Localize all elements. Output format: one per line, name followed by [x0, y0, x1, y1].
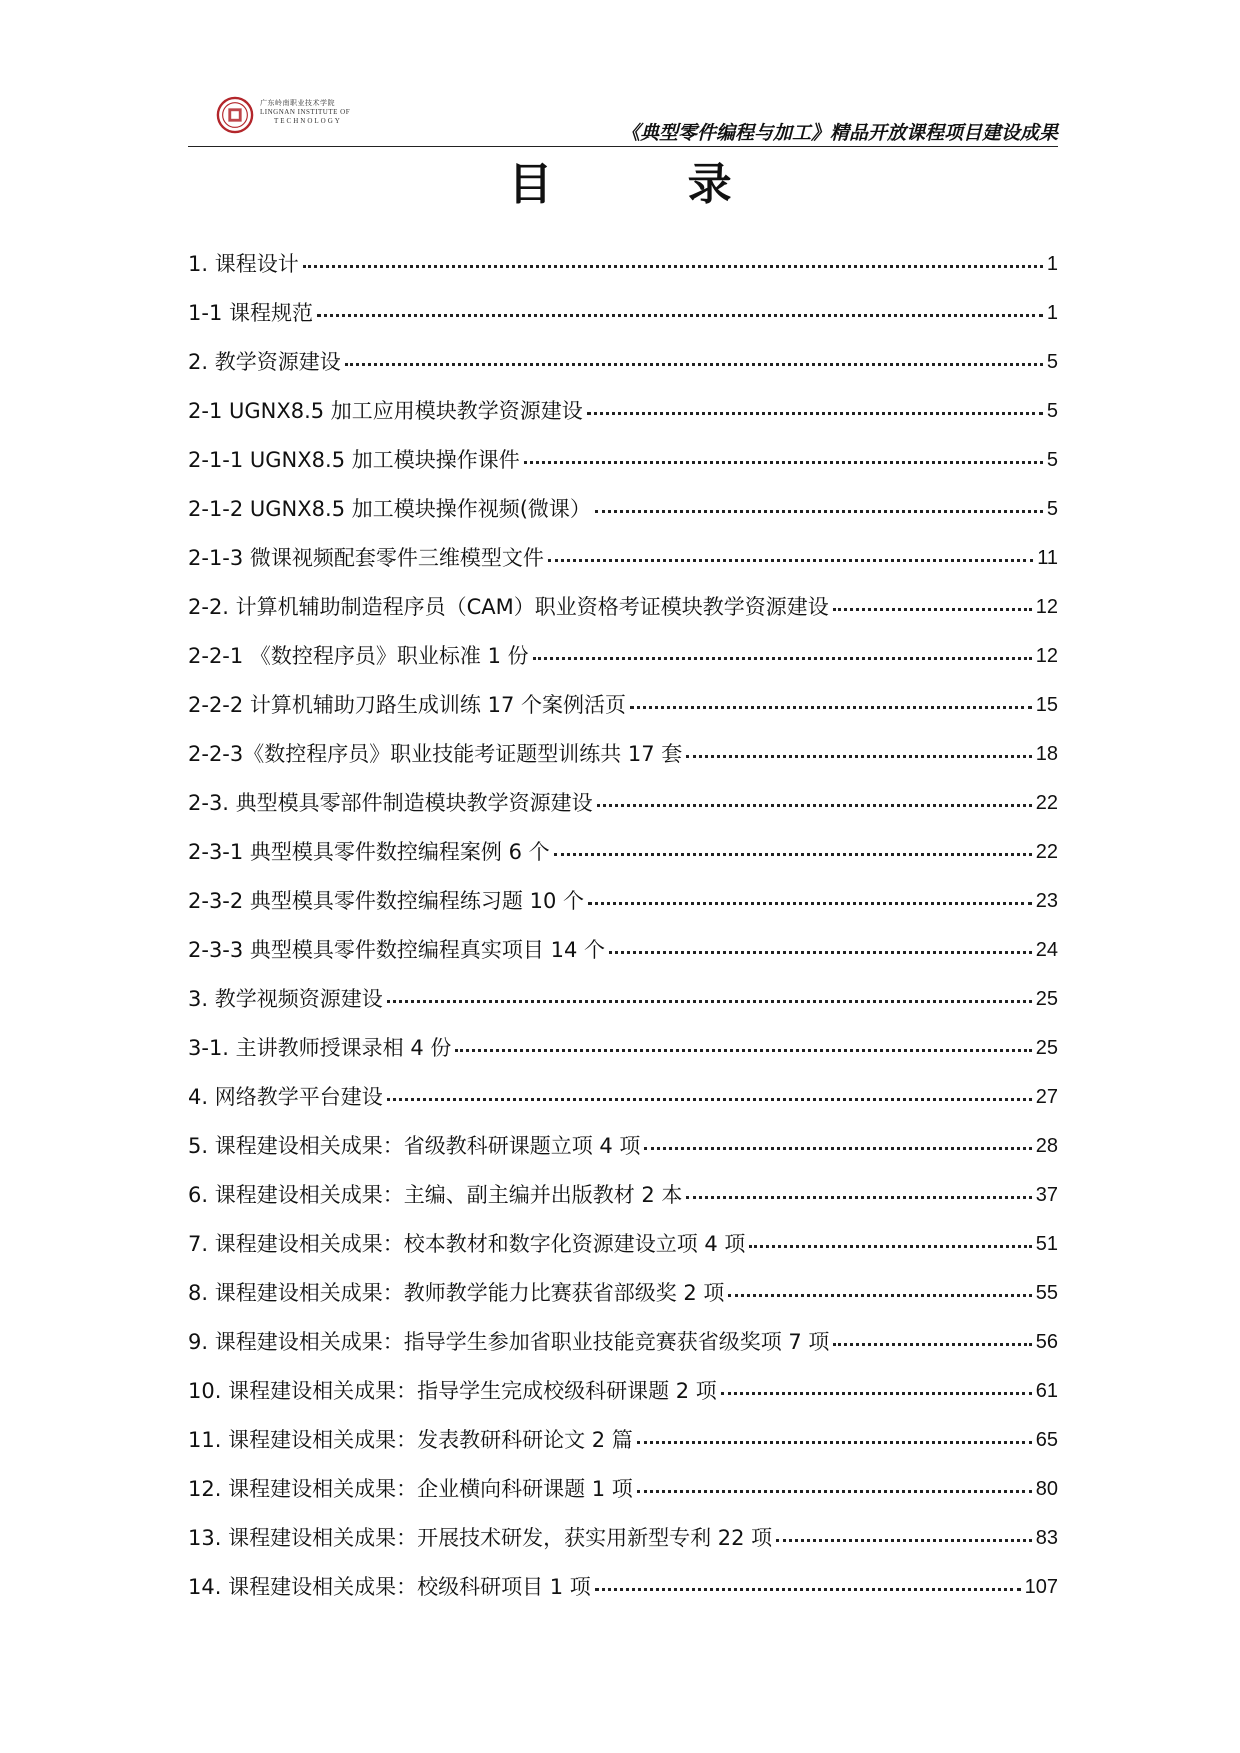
- toc-entry-title: 10. 课程建设相关成果：指导学生完成校级科研课题 2 项: [188, 1379, 717, 1403]
- toc-leader-dots: [524, 447, 1043, 464]
- toc-leader-dots: [387, 1084, 1032, 1101]
- toc-entry[interactable]: [188, 594, 1058, 643]
- toc-entry-page-number: 18: [1035, 743, 1058, 765]
- toc-entry-title: 2-3. 典型模具零部件制造模块教学资源建设: [188, 791, 593, 815]
- toc-leader-dots: [595, 496, 1043, 513]
- toc-leader-dots: [587, 398, 1043, 415]
- toc-entry-page-number: 107: [1024, 1576, 1058, 1598]
- toc-leader-dots: [721, 1378, 1032, 1395]
- toc-entry[interactable]: [188, 643, 1058, 692]
- toc-leader-dots: [833, 594, 1032, 611]
- toc-entry[interactable]: [188, 1133, 1058, 1182]
- toc-entry-page-number: 22: [1035, 841, 1058, 863]
- toc-leader-dots: [609, 937, 1032, 954]
- toc-leader-dots: [533, 643, 1032, 660]
- toc-entry-page-number: 5: [1046, 498, 1058, 520]
- toc-leader-dots: [303, 251, 1043, 268]
- toc-entry-page-number: 15: [1035, 694, 1058, 716]
- toc-entry-page-number: 37: [1035, 1184, 1058, 1206]
- toc-entry-title: 2-1-3 微课视频配套零件三维模型文件: [188, 546, 544, 570]
- toc-leader-dots: [317, 300, 1043, 317]
- toc-entry-title: 2-1-1 UGNX8.5 加工模块操作课件: [188, 448, 520, 472]
- toc-leader-dots: [554, 839, 1032, 856]
- toc-leader-dots: [728, 1280, 1031, 1297]
- toc-entry-title: 2. 教学资源建设: [188, 350, 341, 374]
- toc-entry-page-number: 12: [1035, 645, 1058, 667]
- toc-leader-dots: [455, 1035, 1031, 1052]
- toc-entry[interactable]: [188, 1182, 1058, 1231]
- toc-entry-title: 2-3-1 典型模具零件数控编程案例 6 个: [188, 840, 550, 864]
- toc-entry[interactable]: [188, 937, 1058, 986]
- toc-leader-dots: [597, 790, 1032, 807]
- logo-name-en-1: LINGNAN INSTITUTE OF: [260, 108, 351, 116]
- toc-entry[interactable]: [188, 349, 1058, 398]
- toc-leader-dots: [345, 349, 1043, 366]
- toc-entry-page-number: 5: [1046, 449, 1058, 471]
- logo-text: [260, 99, 350, 126]
- toc-entry[interactable]: [188, 790, 1058, 839]
- toc-entry-page-number: 1: [1046, 253, 1058, 275]
- toc-entry[interactable]: [188, 986, 1058, 1035]
- toc-entry-page-number: 11: [1037, 547, 1058, 569]
- toc-entry[interactable]: [188, 1427, 1058, 1476]
- toc-entry[interactable]: [188, 447, 1058, 496]
- toc-entry-title: 12. 课程建设相关成果：企业横向科研课题 1 项: [188, 1477, 633, 1501]
- toc-leader-dots: [637, 1476, 1032, 1493]
- toc-leader-dots: [595, 1574, 1021, 1591]
- toc-entry-page-number: 5: [1046, 400, 1058, 422]
- toc-entry-title: 9. 课程建设相关成果：指导学生参加省职业技能竞赛获省级奖项 7 项: [188, 1330, 830, 1354]
- toc-leader-dots: [686, 741, 1031, 758]
- toc-leader-dots: [548, 545, 1033, 562]
- toc-entry-title: 14. 课程建设相关成果：校级科研项目 1 项: [188, 1575, 591, 1599]
- toc-entry-page-number: 22: [1035, 792, 1058, 814]
- header-divider: [188, 146, 1058, 147]
- toc-entry-title: 1-1 课程规范: [188, 301, 313, 325]
- table-of-contents: [188, 251, 1058, 1623]
- toc-entry-page-number: 24: [1035, 939, 1058, 961]
- toc-entry-title: 11. 课程建设相关成果：发表教研科研论文 2 篇: [188, 1428, 633, 1452]
- toc-entry-title: 2-2-1 《数控程序员》职业标准 1 份: [188, 644, 529, 668]
- toc-entry-title: 3-1. 主讲教师授课录相 4 份: [188, 1036, 452, 1060]
- toc-entry[interactable]: [188, 741, 1058, 790]
- toc-entry[interactable]: [188, 1525, 1058, 1574]
- toc-leader-dots: [749, 1231, 1031, 1248]
- toc-entry[interactable]: [188, 1329, 1058, 1378]
- toc-entry-page-number: 25: [1035, 988, 1058, 1010]
- toc-entry-title: 7. 课程建设相关成果：校本教材和数字化资源建设立项 4 项: [188, 1232, 746, 1256]
- toc-entry-page-number: 80: [1035, 1478, 1058, 1500]
- toc-entry-page-number: 1: [1046, 302, 1058, 324]
- toc-entry-title: 8. 课程建设相关成果：教师教学能力比赛获省部级奖 2 项: [188, 1281, 725, 1305]
- toc-entry-title: 3. 教学视频资源建设: [188, 987, 383, 1011]
- toc-entry-page-number: 61: [1035, 1380, 1058, 1402]
- toc-entry[interactable]: [188, 300, 1058, 349]
- toc-leader-dots: [588, 888, 1032, 905]
- toc-leader-dots: [833, 1329, 1031, 1346]
- toc-entry[interactable]: [188, 1476, 1058, 1525]
- toc-entry-title: 1. 课程设计: [188, 252, 299, 276]
- toc-entry-title: 2-2. 计算机辅助制造程序员（CAM）职业资格考证模块教学资源建设: [188, 595, 829, 619]
- toc-entry-page-number: 27: [1035, 1086, 1058, 1108]
- toc-entry[interactable]: [188, 1280, 1058, 1329]
- toc-entry-page-number: 65: [1035, 1429, 1058, 1451]
- toc-leader-dots: [776, 1525, 1032, 1542]
- toc-entry-title: 6. 课程建设相关成果：主编、副主编并出版教材 2 本: [188, 1183, 683, 1207]
- toc-leader-dots: [637, 1427, 1032, 1444]
- toc-entry-title: 2-1 UGNX8.5 加工应用模块教学资源建设: [188, 399, 583, 423]
- toc-entry[interactable]: [188, 1231, 1058, 1280]
- toc-leader-dots: [630, 692, 1032, 709]
- toc-entry[interactable]: [188, 839, 1058, 888]
- school-logo: [216, 96, 366, 142]
- toc-entry[interactable]: [188, 496, 1058, 545]
- toc-entry[interactable]: [188, 398, 1058, 447]
- toc-entry-page-number: 28: [1035, 1135, 1058, 1157]
- toc-entry[interactable]: [188, 1378, 1058, 1427]
- toc-entry-title: 2-2-2 计算机辅助刀路生成训练 17 个案例活页: [188, 693, 626, 717]
- toc-entry-page-number: 25: [1035, 1037, 1058, 1059]
- page-header: [188, 88, 1058, 148]
- toc-entry[interactable]: [188, 692, 1058, 741]
- toc-entry[interactable]: [188, 1035, 1058, 1084]
- toc-entry-page-number: 12: [1035, 596, 1058, 618]
- toc-entry-page-number: 83: [1035, 1527, 1058, 1549]
- toc-entry-page-number: 51: [1035, 1233, 1058, 1255]
- toc-entry-page-number: 23: [1035, 890, 1058, 912]
- toc-entry-title: 2-1-2 UGNX8.5 加工模块操作视频(微课）: [188, 497, 591, 521]
- toc-entry-page-number: 55: [1035, 1282, 1058, 1304]
- toc-entry[interactable]: [188, 1574, 1058, 1623]
- toc-entry[interactable]: [188, 545, 1058, 594]
- toc-entry-title: 4. 网络教学平台建设: [188, 1085, 383, 1109]
- toc-leader-dots: [644, 1133, 1031, 1150]
- page-title: 目 录: [508, 159, 792, 210]
- header-title: 《典型零件编程与加工》精品开放课程项目建设成果: [620, 122, 1058, 144]
- toc-entry-title: 2-3-3 典型模具零件数控编程真实项目 14 个: [188, 938, 605, 962]
- logo-name-cn: 广东岭南职业技术学院: [260, 99, 335, 107]
- toc-entry[interactable]: [188, 888, 1058, 937]
- toc-entry-title: 5. 课程建设相关成果：省级教科研课题立项 4 项: [188, 1134, 641, 1158]
- logo-name-en-2: TECHNOLOGY: [274, 117, 342, 125]
- toc-leader-dots: [387, 986, 1032, 1003]
- toc-entry-title: 2-2-3《数控程序员》职业技能考证题型训练共 17 套: [188, 742, 683, 766]
- toc-entry[interactable]: [188, 1084, 1058, 1133]
- toc-entry-title: 13. 课程建设相关成果：开展技术研发，获实用新型专利 22 项: [188, 1526, 773, 1550]
- toc-entry-title: 2-3-2 典型模具零件数控编程练习题 10 个: [188, 889, 584, 913]
- toc-leader-dots: [686, 1182, 1031, 1199]
- toc-entry-page-number: 5: [1046, 351, 1058, 373]
- school-seal-icon: [216, 96, 254, 134]
- toc-entry[interactable]: [188, 251, 1058, 300]
- toc-entry-page-number: 56: [1035, 1331, 1058, 1353]
